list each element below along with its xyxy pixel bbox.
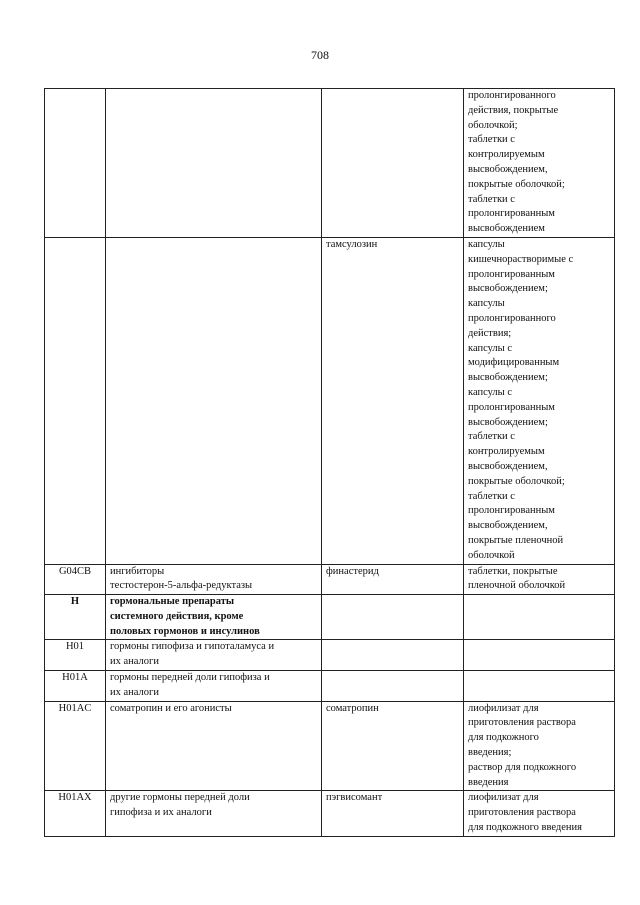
dosage-form-cell-line: пролонгированным [468,268,555,280]
dosage-form-cell [464,89,615,238]
dosage-form-cell [464,671,615,702]
inn-cell [322,89,464,238]
dosage-form-cell-line: раствор для подкожного [468,761,577,773]
inn-cell [322,564,464,595]
table-row [45,701,615,791]
dosage-form-cell [464,564,615,595]
anatomic-group-cell [106,791,322,836]
dosage-form-cell-line: пленочной оболочкой [468,580,566,592]
dosage-form-cell [464,237,615,564]
atc-code-cell-line: H01A [62,672,88,684]
anatomic-group-cell-line: половых гормонов и инсулинов [110,625,260,637]
table-row [45,791,615,836]
inn-cell [322,640,464,671]
atc-code-cell-line: G04CB [58,565,92,577]
drug-table [44,88,615,837]
inn-cell [322,791,464,836]
atc-code-cell [45,791,106,836]
anatomic-group-cell [106,701,322,791]
anatomic-group-cell-line: гормоны передней доли гипофиза и [110,672,270,684]
dosage-form-cell-line: пролонгированного [468,90,556,101]
anatomic-group-cell [106,595,322,640]
table-row [45,671,615,702]
inn-cell-line: соматропин [326,702,379,714]
dosage-form-cell [464,640,615,671]
dosage-form-cell-line: пролонгированным [468,505,555,517]
drug-table-body [45,89,615,837]
inn-cell-line: тамсулозин [326,238,378,250]
anatomic-group-cell-line: другие гормоны передней доли [110,792,250,804]
anatomic-group-cell-line: соматропин и его агонисты [110,702,232,714]
table-row [45,595,615,640]
dosage-form-cell-line: высвобождением [468,223,545,235]
anatomic-group-cell-line: гипофиза и их аналоги [110,807,212,819]
dosage-form-cell-line: таблетки с [468,490,515,502]
atc-code-cell [45,671,106,702]
inn-cell-line: финастерид [326,565,379,577]
dosage-form-cell-line: таблетки, покрытые [468,565,558,577]
dosage-form-cell-line: приготовления раствора [468,807,576,819]
table-row [45,640,615,671]
atc-code-cell [45,564,106,595]
table-row [45,564,615,595]
atc-code-cell [45,701,106,791]
dosage-form-cell [464,701,615,791]
dosage-form-cell-line: высвобождением; [468,372,548,384]
anatomic-group-cell-line: ингибиторы [110,565,165,577]
dosage-form-cell-line: действия, покрытые [468,104,559,116]
anatomic-group-cell [106,640,322,671]
dosage-form-cell-line: контролируемым [468,446,545,458]
dosage-form-cell-line: высвобождением, [468,520,548,532]
anatomic-group-cell [106,237,322,564]
table-row [45,89,615,238]
inn-cell [322,701,464,791]
dosage-form-cell-line: введения [468,776,509,788]
atc-code-cell-line: H01AC [58,702,92,714]
dosage-form-cell-line: введения; [468,747,512,759]
anatomic-group-cell-line: тестостерон-5-альфа-редуктазы [110,580,253,592]
table-row [45,237,615,564]
dosage-form-cell-line: высвобождением; [468,416,548,428]
atc-code-cell [45,89,106,238]
dosage-form-cell-line: действия; [468,327,512,339]
dosage-form-cell-line: таблетки с [468,193,515,205]
dosage-form-cell [464,595,615,640]
anatomic-group-cell-line: их аналоги [110,656,159,668]
dosage-form-cell-line: оболочкой [468,549,515,561]
dosage-form-cell-line: пролонгированным [468,208,555,220]
dosage-form-cell-line: высвобождением, [468,460,548,472]
dosage-form-cell-line: капсулы с [468,342,512,354]
dosage-form-cell-line: для подкожного введения [468,822,582,834]
anatomic-group-cell-line: системного действия, кроме [110,610,244,622]
dosage-form-cell-line: капсулы [468,298,505,310]
atc-code-cell [45,595,106,640]
atc-code-cell-line: H [70,596,80,608]
inn-cell [322,671,464,702]
dosage-form-cell [464,791,615,836]
atc-code-cell [45,237,106,564]
dosage-form-cell-line: покрытые оболочкой; [468,475,565,487]
dosage-form-cell-line: контролируемым [468,149,545,161]
anatomic-group-cell-line: гормональные препараты [110,596,235,608]
inn-cell-line: пэгвисомант [326,792,383,804]
dosage-form-cell-line: высвобождением; [468,283,548,295]
page-number: 708 [311,48,329,62]
atc-code-cell-line: H01 [65,641,85,653]
dosage-form-cell-line: пролонгированного [468,312,556,324]
anatomic-group-cell [106,89,322,238]
dosage-form-cell-line: лиофилизат для [468,792,539,804]
atc-code-cell-line: H01AX [58,792,92,804]
anatomic-group-cell-line: гормоны гипофиза и гипоталамуса и [110,641,275,653]
dosage-form-cell-line: модифицированным [468,357,560,369]
atc-code-cell [45,640,106,671]
dosage-form-cell-line: лиофилизат для [468,702,539,714]
dosage-form-cell-line: покрытые пленочной [468,534,564,546]
dosage-form-cell-line: пролонгированным [468,401,555,413]
dosage-form-cell-line: таблетки с [468,431,515,443]
anatomic-group-cell-line: их аналоги [110,686,159,698]
anatomic-group-cell [106,564,322,595]
dosage-form-cell-line: капсулы с [468,386,512,398]
dosage-form-cell-line: покрытые оболочкой; [468,178,565,190]
anatomic-group-cell [106,671,322,702]
dosage-form-cell-line: кишечнорастворимые с [468,253,574,265]
dosage-form-cell-line: капсулы [468,238,505,250]
dosage-form-cell-line: приготовления раствора [468,717,576,729]
dosage-form-cell-line: оболочкой; [468,119,518,131]
dosage-form-cell-line: высвобождением, [468,163,548,175]
inn-cell [322,595,464,640]
dosage-form-cell-line: для подкожного [468,732,539,744]
dosage-form-cell-line: таблетки с [468,134,515,146]
inn-cell [322,237,464,564]
